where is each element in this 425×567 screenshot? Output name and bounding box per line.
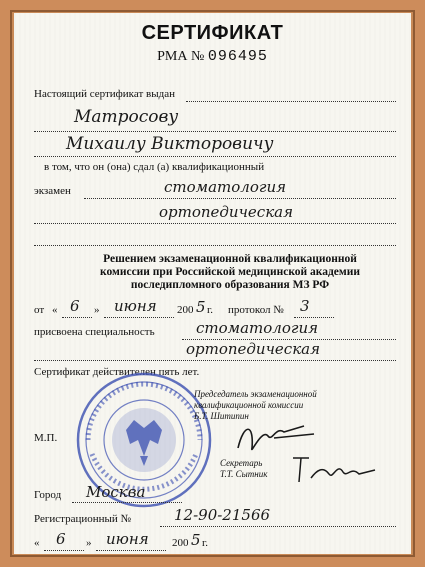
- dotted-line: [84, 198, 396, 199]
- serial-line: [14, 48, 411, 65]
- chair-line: квалификационной комиссии: [194, 400, 304, 410]
- date-year-prefix: 200: [177, 304, 194, 316]
- dotted-line: [96, 550, 166, 551]
- date-year-suffix: г.: [207, 304, 214, 316]
- assigned-handwritten-2: ортопедическая: [186, 340, 321, 358]
- decision-text: [54, 253, 406, 292]
- bottom-day: 6: [56, 530, 66, 548]
- city-label: Город: [34, 489, 62, 501]
- decision-line: Решением экзаменационной квалификационной: [103, 253, 357, 265]
- protocol-label: протокол №: [228, 304, 284, 316]
- bottom-year-suffix: г.: [202, 537, 209, 549]
- dotted-line: [72, 502, 182, 503]
- protocol-number: 3: [300, 297, 310, 315]
- chair-line: Председатель экзаменационной: [194, 389, 317, 399]
- chair-line: Б.Т. Шитипин: [194, 411, 249, 421]
- secretary-signature: [289, 448, 379, 488]
- certificate-paper: [14, 13, 411, 554]
- serial-number: 096495: [207, 48, 268, 65]
- dotted-line: [34, 360, 396, 361]
- secretary-block: [220, 458, 267, 480]
- dotted-line: [160, 526, 396, 527]
- quote-open: «: [34, 537, 40, 549]
- name-handwritten: Михаилу Викторовичу: [66, 134, 274, 154]
- exam-label: экзамен: [34, 185, 71, 197]
- quote-close: »: [94, 304, 100, 316]
- dotted-line: [34, 131, 396, 132]
- reg-value: 12-90-21566: [174, 506, 271, 524]
- exam-line: в том, что он (она) сдал (а) квалификационный: [44, 161, 265, 173]
- dotted-line: [62, 317, 92, 318]
- assigned-handwritten-1: стоматология: [196, 319, 319, 337]
- validity-text: Сертификат действителен пять лет.: [34, 366, 200, 378]
- date-from-label: от: [34, 304, 45, 316]
- date-year-hand: 5: [196, 298, 206, 316]
- serial-prefix: РМА №: [157, 49, 205, 64]
- seal-label: М.П.: [34, 432, 58, 444]
- dotted-line: [34, 156, 396, 157]
- decision-line: последипломного образования МЗ РФ: [130, 279, 330, 291]
- date-month: июня: [114, 297, 157, 315]
- surname-handwritten: Матросову: [74, 107, 179, 127]
- certificate-title: СЕРТИФИКАТ: [141, 22, 284, 44]
- decision-line: комиссии при Российской медицинской академии: [100, 266, 360, 278]
- bottom-month: июня: [106, 530, 149, 548]
- dotted-line: [104, 317, 174, 318]
- specialty-handwritten-1: стоматология: [164, 178, 287, 196]
- dotted-line: [34, 245, 396, 246]
- quote-open: «: [52, 304, 58, 316]
- quote-close: »: [86, 537, 92, 549]
- dotted-line: [294, 317, 334, 318]
- dotted-line: [186, 101, 396, 102]
- city-value: Москва: [86, 483, 146, 501]
- secretary-line: Секретарь: [220, 458, 263, 468]
- secretary-line: Т.Т. Сытник: [220, 469, 268, 479]
- reg-label: Регистрационный №: [34, 513, 132, 525]
- specialty-handwritten-2: ортопедическая: [159, 203, 294, 221]
- bottom-year-prefix: 200: [172, 537, 189, 549]
- dotted-line: [44, 550, 84, 551]
- issued-to-label: Настоящий сертификат выдан: [34, 88, 175, 100]
- bottom-year-hand: 5: [191, 531, 201, 549]
- dotted-line: [34, 223, 396, 224]
- date-day: 6: [70, 297, 80, 315]
- assigned-label: присвоена специальность: [34, 326, 155, 338]
